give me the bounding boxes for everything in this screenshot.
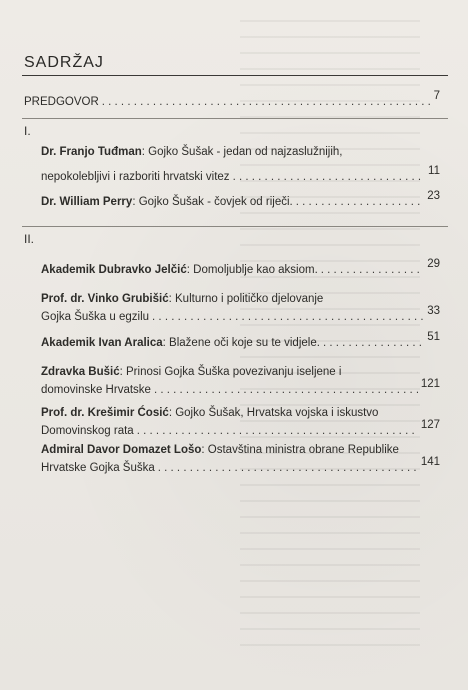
entry-title: : Prinosi Gojka Šuška povezivanju iseljene i bbox=[119, 366, 342, 378]
leader-dots bbox=[158, 460, 418, 477]
entry-author: Admiral Davor Domazet Lošo bbox=[41, 444, 202, 456]
section-divider bbox=[22, 118, 448, 119]
toc-entry bbox=[41, 442, 440, 477]
leader-dots bbox=[323, 335, 424, 352]
toc-entry bbox=[41, 144, 440, 186]
toc-entry bbox=[41, 258, 440, 279]
toc-entry bbox=[41, 364, 440, 399]
page-number: 11 bbox=[428, 165, 440, 177]
leader-dots bbox=[233, 169, 425, 186]
entry-author: Prof. dr. Vinko Grubišić bbox=[41, 293, 169, 305]
entry-title-cont: Hrvatske Gojka Šuška bbox=[41, 462, 155, 474]
entry-title: : Blažene oči koje su te vidjele. bbox=[162, 337, 320, 349]
title-rule bbox=[22, 75, 448, 76]
toc-entry bbox=[41, 405, 440, 440]
leader-dots bbox=[296, 194, 424, 211]
entry-title: : Gojko Šušak - čovjek od riječi. bbox=[132, 196, 293, 208]
leader-dots bbox=[137, 423, 418, 440]
entry-author: Akademik Ivan Aralica bbox=[41, 337, 163, 349]
section-numeral: II. bbox=[24, 232, 35, 246]
entry-title: : Ostavština ministra obrane Republike bbox=[201, 444, 399, 456]
leader-dots bbox=[154, 382, 418, 399]
entry-title: PREDGOVOR bbox=[24, 96, 99, 108]
toc-entry bbox=[41, 190, 440, 211]
leader-dots bbox=[102, 94, 431, 111]
entry-title: : Gojko Šušak - jedan od najzaslužnijih, bbox=[141, 146, 343, 158]
entry-author: Zdravka Bušić bbox=[41, 366, 120, 378]
leader-dots bbox=[152, 309, 424, 326]
toc-entry bbox=[41, 291, 440, 326]
entry-title-cont: Gojka Šuška u egzilu bbox=[41, 311, 150, 323]
page-number: 23 bbox=[427, 190, 440, 202]
entry-author: Dr. William Perry bbox=[41, 196, 133, 208]
toc-entry-preface bbox=[24, 90, 440, 111]
section-numeral: I. bbox=[24, 124, 31, 138]
page-number: 121 bbox=[420, 378, 440, 390]
page-number: 7 bbox=[433, 90, 440, 102]
page-number: 33 bbox=[427, 305, 440, 317]
toc-entry bbox=[41, 331, 440, 352]
leader-dots bbox=[321, 262, 424, 279]
page-number: 51 bbox=[427, 331, 440, 343]
entry-title-cont: Domovinskog rata bbox=[41, 425, 134, 437]
page-number: 141 bbox=[420, 456, 440, 468]
entry-title: : Kulturno i političko djelovanje bbox=[168, 293, 324, 305]
entry-author: Dr. Franjo Tuđman bbox=[41, 146, 142, 158]
entry-author: Akademik Dubravko Jelčić bbox=[41, 264, 187, 276]
entry-title: : Domoljublje kao aksiom. bbox=[186, 264, 318, 276]
section-divider bbox=[22, 226, 448, 227]
entry-author: Prof. dr. Krešimir Ćosić bbox=[41, 407, 169, 419]
entry-title: : Gojko Šušak, Hrvatska vojska i iskustvo bbox=[168, 407, 379, 419]
page-title: SADRŽAJ bbox=[24, 54, 104, 71]
entry-title-cont: nepokolebljivi i razboriti hrvatski vitez bbox=[41, 171, 230, 183]
page-number: 29 bbox=[427, 258, 440, 270]
entry-title-cont: domovinske Hrvatske bbox=[41, 384, 151, 396]
page-number: 127 bbox=[420, 419, 440, 431]
